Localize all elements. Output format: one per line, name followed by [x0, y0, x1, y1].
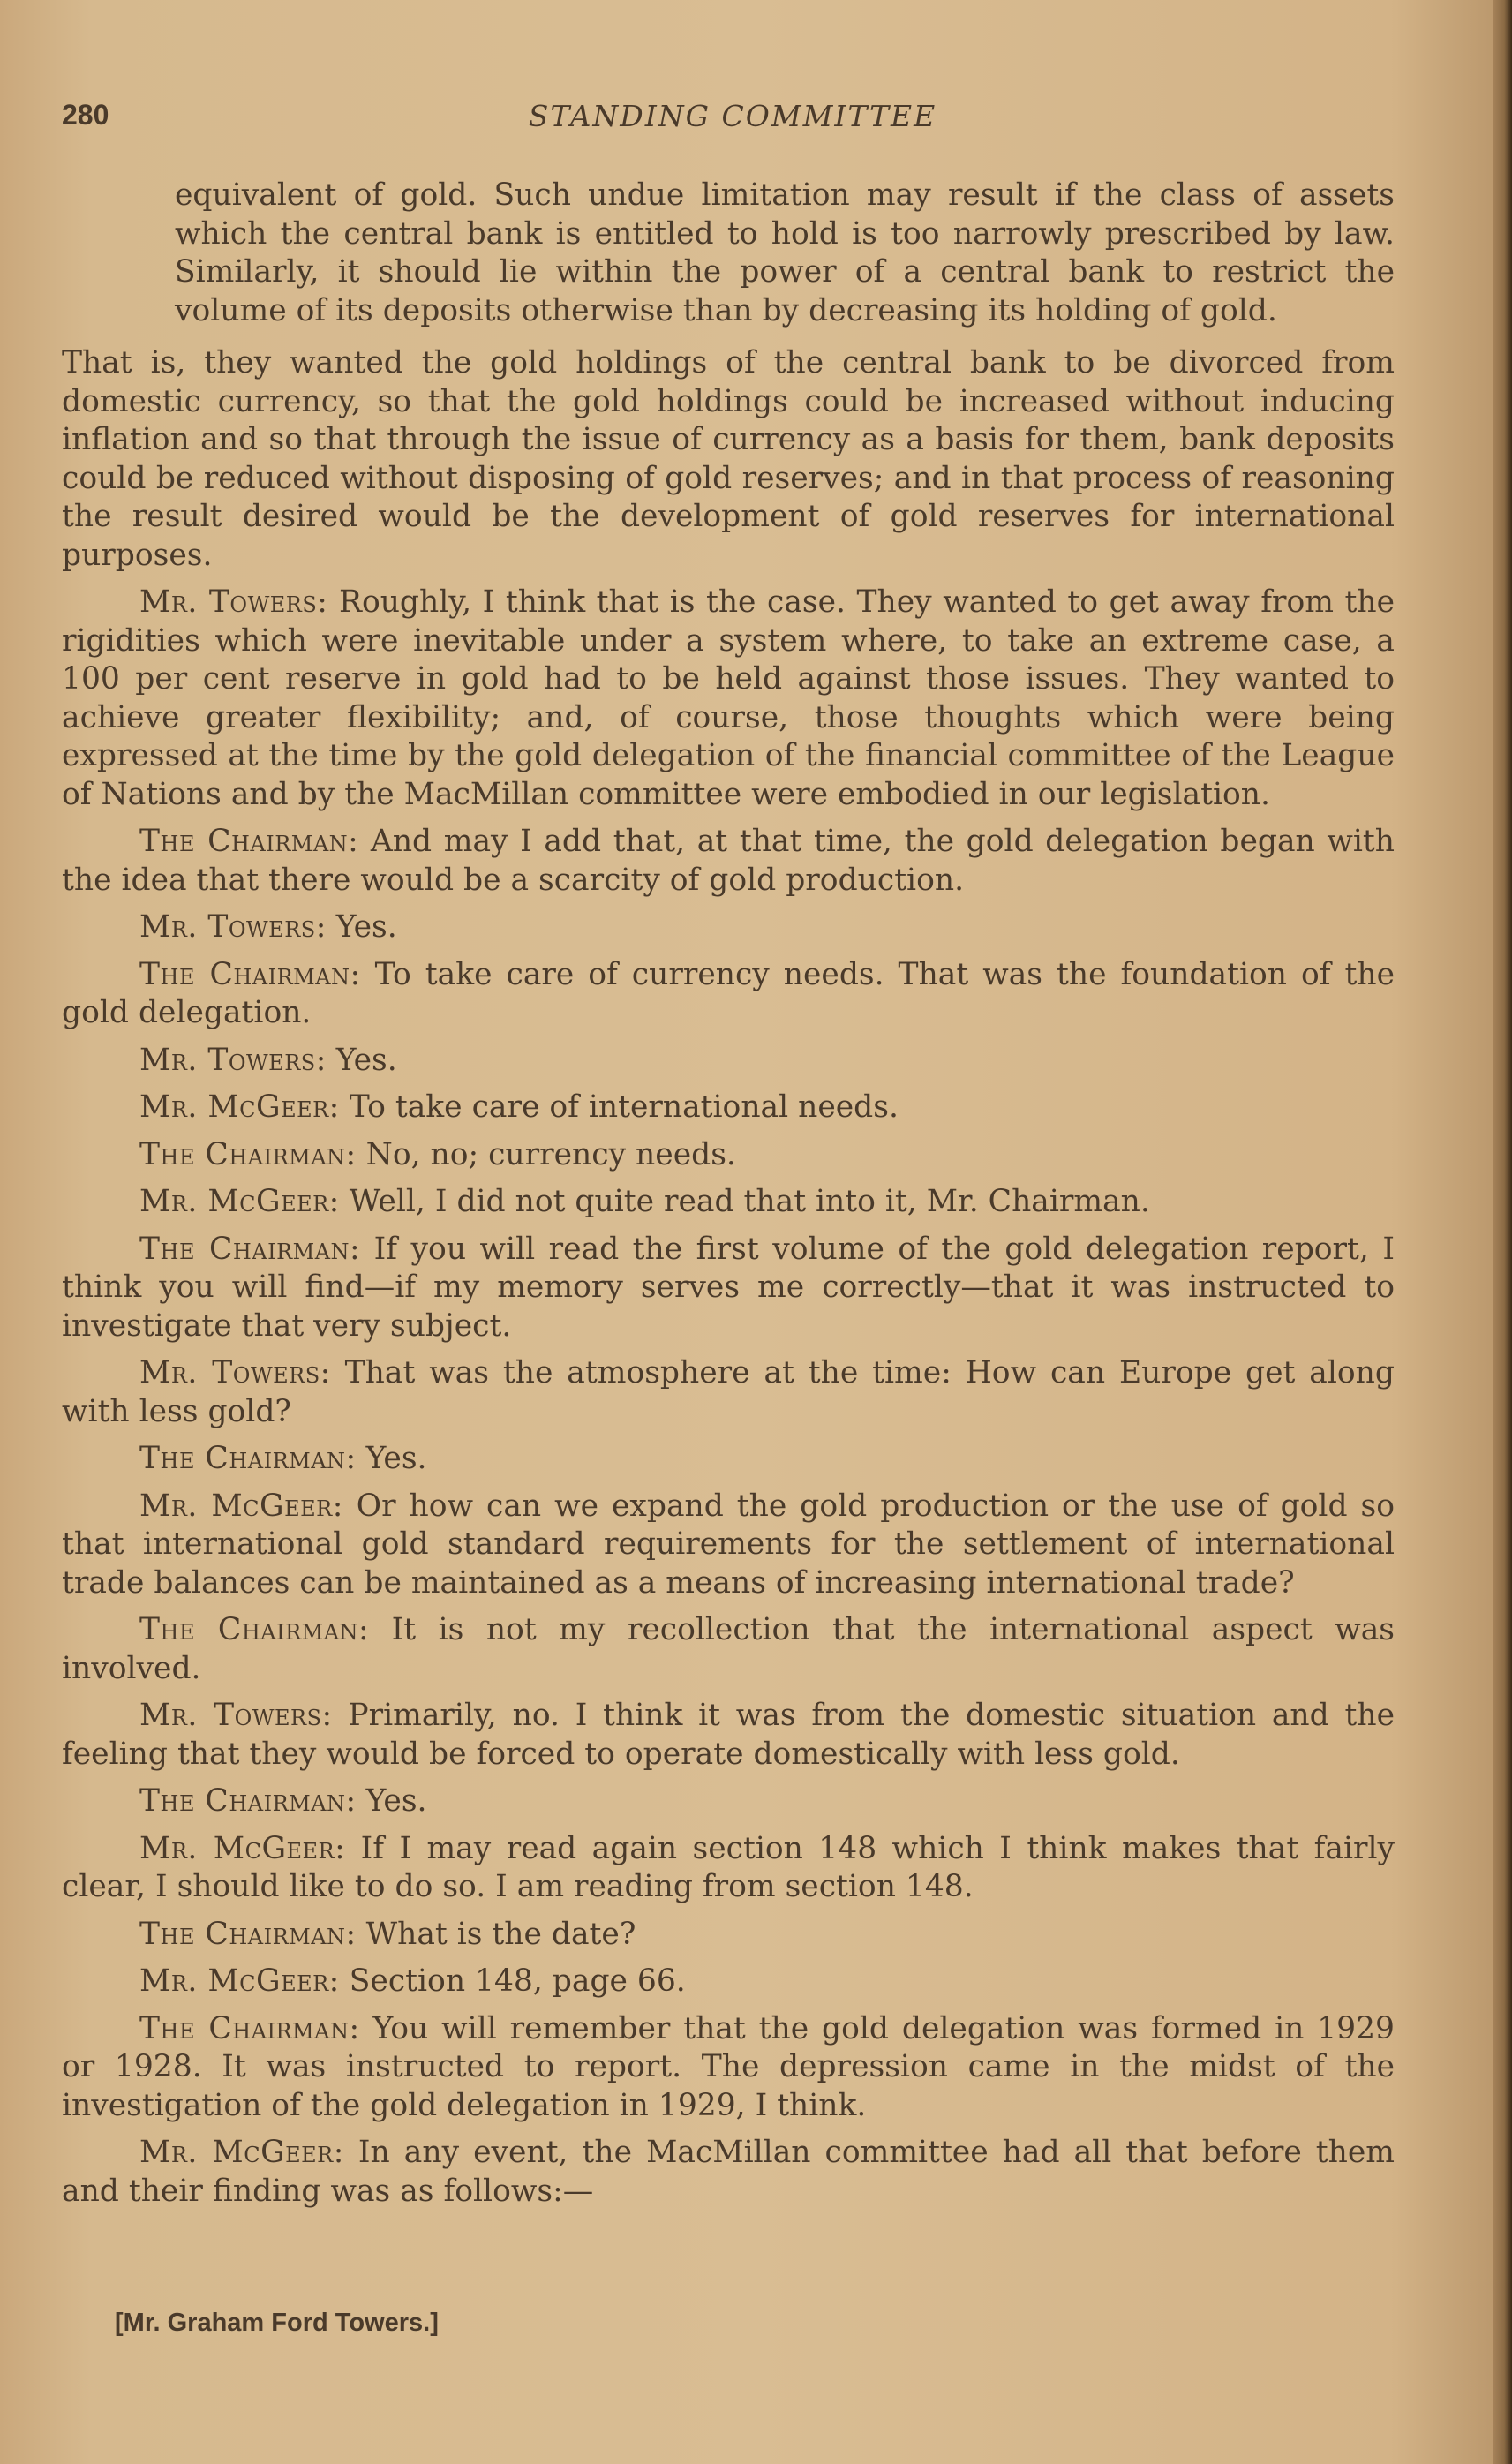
dialogue-text: And may I add that, at that time, the gold delegation began with the idea that there would be a scarcity of gold production.	[62, 824, 1395, 898]
dialogue-paragraph	[62, 584, 1395, 814]
dialogue-paragraph	[62, 1042, 1395, 1081]
dialogue-paragraph	[62, 908, 1395, 947]
speaker-name: Mr. McGeer:	[139, 1184, 340, 1219]
dialogue-paragraph	[62, 956, 1395, 1033]
dialogue-text: Or how can we expand the gold production or the use of gold so that international gold standard requirements for the settlement of international trade balances can be maintained as a means of increasing international trade?	[62, 1488, 1395, 1601]
dialogue-text: Section 148, page 66.	[339, 1963, 686, 1999]
dialogue-paragraph	[62, 1089, 1395, 1127]
running-head: STANDING COMMITTEE	[528, 99, 937, 133]
dialogue-text: To take care of international needs.	[339, 1089, 899, 1125]
speaker-name: The Chairman:	[139, 956, 361, 992]
dialogue-text: You will remember that the gold delegation was formed in 1929 or 1928. It was instructed to report. The depression came in the midst of the investigation of the gold delegation in 1929, I think.	[62, 2010, 1395, 2123]
dialogue-paragraph	[62, 823, 1395, 900]
intro-paragraph: That is, they wanted the gold holdings of the central bank to be divorced from domestic currency, so that the gold holdings could be increased without inducing inflation and so that through the issue of currency as a basis for them, bank deposits could be reduced without disposing of gold reserves; and in that process of reasoning the result desired would be the development of gold reserves for international purposes.	[62, 345, 1395, 573]
dialogue-text: Well, I did not quite read that into it, Mr. Chairman.	[339, 1184, 1150, 1219]
dialogue-text: Yes.	[356, 1441, 427, 1476]
dialogue-paragraph	[62, 2010, 1395, 2126]
dialogue-text: Yes.	[326, 909, 397, 945]
dialogue-paragraph	[62, 1611, 1395, 1688]
speaker-name: Mr. McGeer:	[139, 2135, 344, 2170]
dialogue-paragraph	[62, 1183, 1395, 1222]
dialogue-text: Roughly, I think that is the case. They wanted to get away from the rigidities which were inevitable under a system where, to take an extreme case, a 100 per cent reserve in gold had to be held against those issues. They wanted to achieve greater flexibility; and, of course, those thoughts which were being expressed at the time by the gold delegation of the financial committee of the League of Nations and by the MacMillan committee were embodied in our legislation.	[62, 584, 1395, 812]
speaker-name: The Chairman:	[139, 1136, 357, 1172]
dialogue-text: It is not my recollection that the international aspect was involved.	[62, 1612, 1395, 1686]
dialogue-text: Yes.	[326, 1042, 397, 1078]
dialogue-text: If I may read again section 148 which I think makes that fairly clear, I should like to do so. I am reading from section 148.	[62, 1830, 1395, 1904]
dialogue-text: To take care of currency needs. That was the foundation of the gold delegation.	[62, 956, 1395, 1030]
speaker-name: The Chairman:	[139, 1612, 370, 1647]
block-quote: equivalent of gold. Such undue limitation may result if the class of assets which the central bank is entitled to hold is too narrowly prescribed by law. Similarly, it should lie within the power of a central bank to restrict the volume of its deposits otherwise than by decreasing its holding of gold.	[175, 177, 1395, 328]
page-header	[62, 99, 1403, 143]
book-spine-edge	[1493, 0, 1512, 2464]
dialogue-paragraph	[62, 1440, 1395, 1479]
page-body	[62, 177, 1395, 2219]
speaker-name: The Chairman:	[139, 2010, 360, 2046]
dialogue-paragraph	[62, 1782, 1395, 1821]
speaker-name: The Chairman:	[139, 1916, 357, 1952]
dialogue-paragraph	[62, 1354, 1395, 1431]
dialogue-paragraph	[62, 1916, 1395, 1955]
speaker-name: Mr. McGeer:	[139, 1963, 340, 1999]
speaker-name: The Chairman:	[139, 824, 359, 859]
page-number: 280	[62, 99, 109, 131]
dialogue-text: Yes.	[356, 1783, 427, 1819]
speaker-name: Mr. Towers:	[139, 1042, 327, 1078]
dialogue-text: If you will read the first volume of the gold delegation report, I think you will find—if my memory serves me correctly—that it was instructed to investigate that very subject.	[62, 1231, 1395, 1344]
dialogue-paragraph	[62, 1231, 1395, 1346]
speaker-name: Mr. Towers:	[139, 584, 328, 620]
dialogue-text: In any event, the MacMillan committee had all that before them and their finding was as follows:—	[62, 2135, 1395, 2209]
speaker-name: The Chairman:	[139, 1783, 357, 1819]
dialogue-paragraph	[62, 2134, 1395, 2211]
footer-note: [Mr. Graham Ford Towers.]	[115, 2309, 439, 2337]
dialogue-text: That was the atmosphere at the time: How can Europe get along with less gold?	[62, 1355, 1395, 1429]
speaker-name: The Chairman:	[139, 1231, 361, 1267]
dialogue-text: What is the date?	[356, 1916, 636, 1952]
speaker-name: Mr. McGeer:	[139, 1830, 346, 1866]
speaker-name: Mr. Towers:	[139, 1355, 331, 1390]
dialogue-paragraph	[62, 1488, 1395, 1603]
transcript	[62, 584, 1395, 2211]
dialogue-paragraph	[62, 1697, 1395, 1774]
dialogue-paragraph	[62, 1136, 1395, 1175]
dialogue-paragraph	[62, 1963, 1395, 2001]
dialogue-text: No, no; currency needs.	[356, 1136, 736, 1172]
speaker-name: The Chairman:	[139, 1441, 357, 1476]
speaker-name: Mr. Towers:	[139, 1698, 333, 1733]
dialogue-text: Primarily, no. I think it was from the domestic situation and the feeling that they would be forced to operate domestically with less gold.	[62, 1698, 1395, 1772]
speaker-name: Mr. Towers:	[139, 909, 327, 945]
speaker-name: Mr. McGeer:	[139, 1488, 343, 1524]
speaker-name: Mr. McGeer:	[139, 1089, 340, 1125]
dialogue-paragraph	[62, 1830, 1395, 1907]
